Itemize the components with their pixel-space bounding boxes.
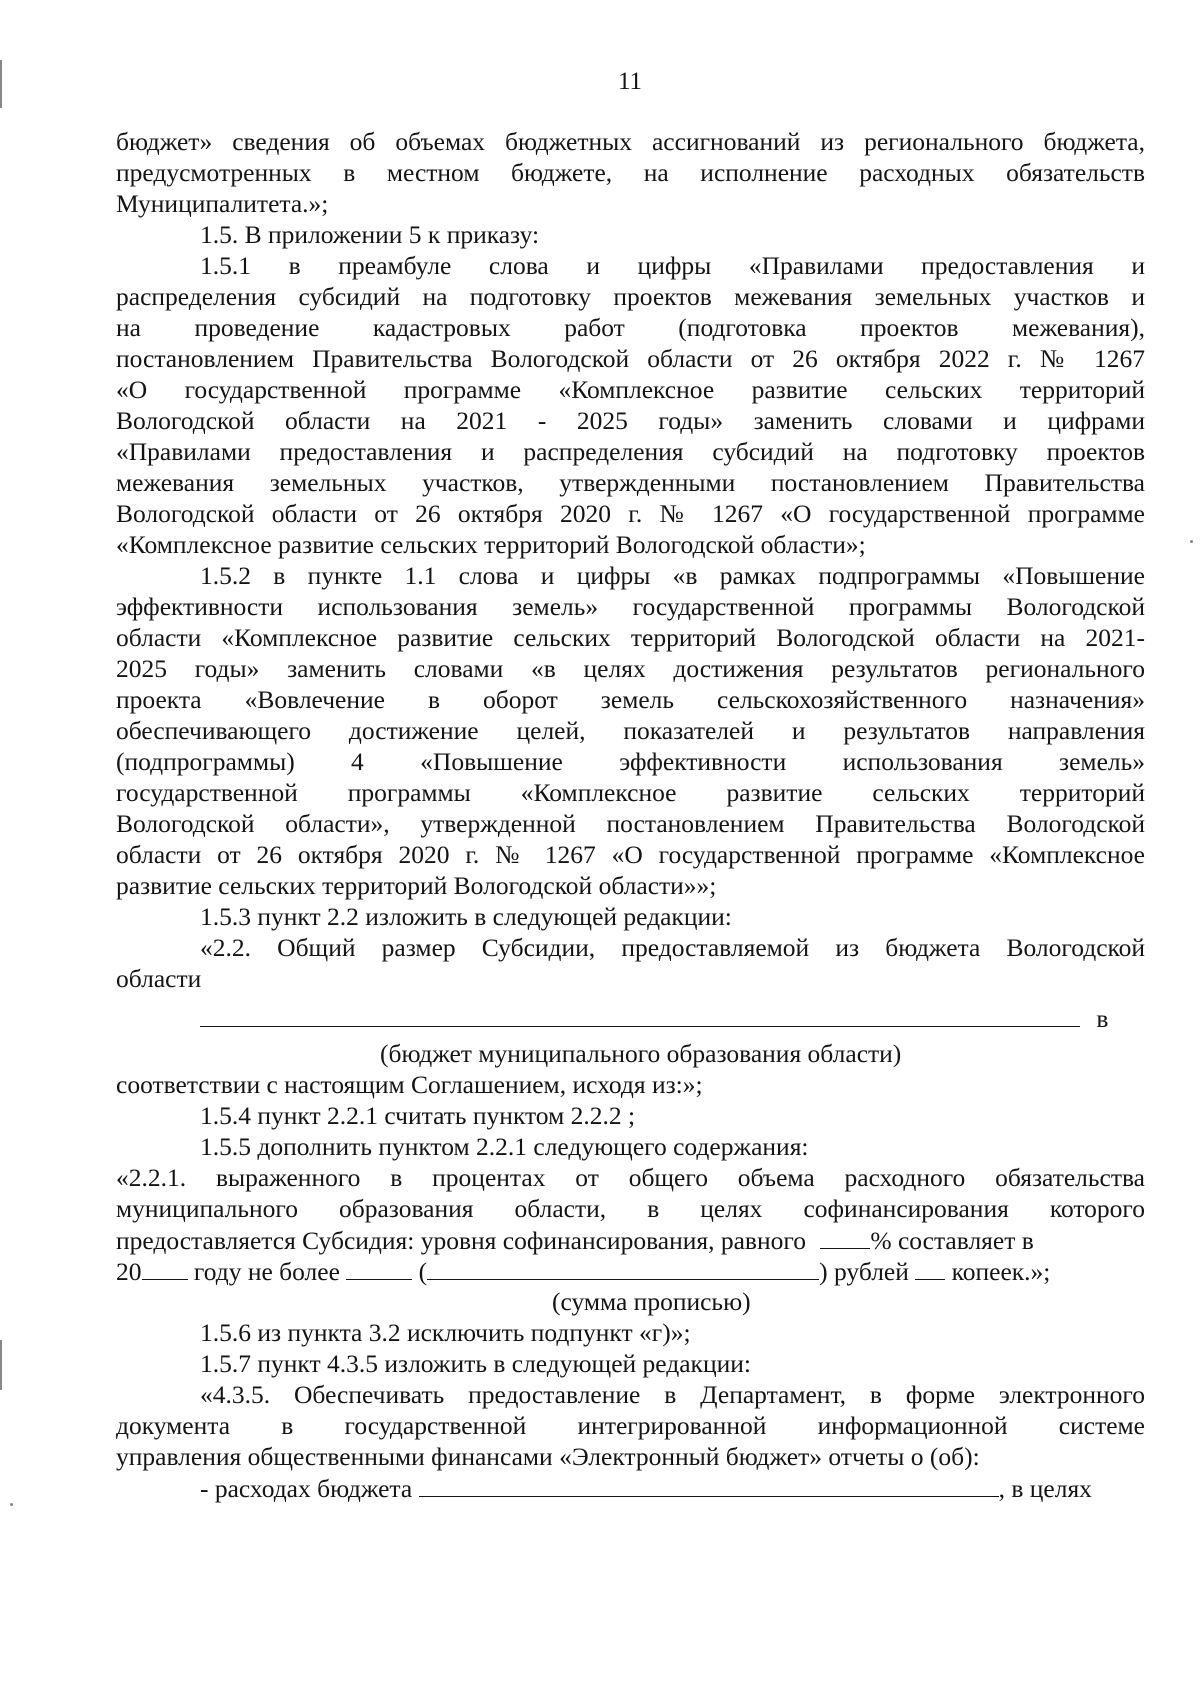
text-fragment: 20 — [116, 1257, 142, 1286]
text-line: Вологодской области», утвержденной постановлением Правительства Вологодской — [116, 809, 1145, 838]
text-line: 2025 годы» заменить словами «в целях достижения результатов регионального — [116, 654, 1145, 683]
text-line: Муниципалитета.»; — [116, 189, 329, 218]
text-line: Вологодской области на 2021 - 2025 годы» заменить словами и цифрами — [116, 406, 1145, 435]
text-line: 1.5.1 в преамбуле слова и цифры «Правилами предоставления и — [200, 251, 1145, 280]
text-line: 1.5.6 из пункта 3.2 исключить подпункт «г)»; — [200, 1318, 691, 1347]
blank-year — [142, 1255, 188, 1280]
scan-speck — [1190, 540, 1193, 543]
text-fragment: , в целях — [998, 1474, 1092, 1503]
fill-in-line — [200, 1002, 1145, 1033]
text-line: 1.5.7 пункт 4.3.5 изложить в следующей редакции: — [200, 1349, 751, 1378]
text-line: области — [116, 964, 202, 993]
text-line: муниципального образования области, в целях софинансирования которого — [116, 1194, 1145, 1223]
text-line: эффективности использования земель» государственной программы Вологодской — [116, 592, 1145, 621]
page-number: 11 — [617, 68, 643, 95]
blank-amount — [346, 1255, 412, 1280]
text-line: Вологодской области от 26 октября 2020 г. № 1267 «О государственной программе — [116, 499, 1145, 528]
text-line: бюджет» сведения об объемах бюджетных ассигнований из регионального бюджета, — [116, 127, 1145, 156]
text-line: «2.2.1. выраженного в процентах от общего объема расходного обязательства — [116, 1163, 1145, 1192]
scan-speck — [10, 1503, 13, 1506]
text-fragment: ) рублей — [819, 1257, 909, 1286]
text-line: «Правилами предоставления и распределения субсидий на подготовку проектов — [116, 437, 1145, 466]
text-line: соответствии с настоящим Соглашением, исходя из:»; — [116, 1070, 703, 1099]
text-line: распределения субсидий на подготовку проектов межевания земельных участков и — [116, 282, 1145, 311]
text-line: (подпрограммы) 4 «Повышение эффективности использования земель» — [116, 747, 1145, 776]
blank-kopecks — [915, 1255, 945, 1280]
text-fragment: году не более — [193, 1257, 340, 1286]
text-line: «2.2. Общий размер Субсидии, предоставляемой из бюджета Вологодской — [200, 933, 1145, 962]
text-line: области от 26 октября 2020 г. № 1267 «О государственной программе «Комплексное — [116, 840, 1145, 869]
text-line: 1.5.3 пункт 2.2 изложить в следующей редакции: — [200, 902, 732, 931]
blank-percent — [820, 1224, 870, 1249]
blank-amount-words — [427, 1255, 819, 1280]
text-line: на проведение кадастровых работ (подготовка проектов межевания), — [116, 313, 1145, 342]
text-line: «Комплексное развитие сельских территорий Вологодской области»; — [116, 530, 866, 559]
text-line: государственной программы «Комплексное развитие сельских территорий — [116, 778, 1145, 807]
text-fragment: - расходах бюджета — [200, 1474, 413, 1503]
text-fragment: в — [1096, 1004, 1109, 1033]
scan-edge-mark — [0, 60, 2, 108]
text-line: обеспечивающего достижение целей, показателей и результатов направления — [116, 716, 1145, 745]
text-line: постановлением Правительства Вологодской области от 26 октября 2022 г. № 1267 — [116, 344, 1145, 373]
text-fragment: % составляет в — [870, 1226, 1034, 1255]
text-line — [200, 1472, 1145, 1503]
blank-budget-name — [200, 1002, 1080, 1027]
text-line: предусмотренных в местном бюджете, на исполнение расходных обязательств — [116, 158, 1145, 187]
text-line: 1.5.4 пункт 2.2.1 считать пунктом 2.2.2 ; — [200, 1101, 636, 1130]
text-line: управления общественными финансами «Электронный бюджет» отчеты о (об): — [116, 1442, 980, 1471]
text-line: межевания земельных участков, утвержденными постановлением Правительства — [116, 468, 1145, 497]
text-line — [116, 1255, 1145, 1286]
text-line: области «Комплексное развитие сельских территорий Вологодской области на 2021- — [116, 623, 1145, 652]
caption-line: (сумма прописью) — [552, 1287, 751, 1316]
scan-edge-mark — [0, 1340, 2, 1390]
caption-line: (бюджет муниципального образования области) — [380, 1039, 902, 1068]
text-line: 1.5.5 дополнить пунктом 2.2.1 следующего содержания: — [200, 1132, 809, 1161]
text-fragment: ( — [418, 1257, 428, 1286]
text-line: «О государственной программе «Комплексное развитие сельских территорий — [116, 375, 1145, 404]
text-fragment: предоставляется Субсидия: уровня софинансирования, равного — [116, 1226, 806, 1255]
text-line: проекта «Вовлечение в оборот земель сельскохозяйственного назначения» — [116, 685, 1145, 714]
text-line: документа в государственной интегрированной информационной системе — [116, 1411, 1145, 1440]
text-line: развитие сельских территорий Вологодской области»»; — [116, 871, 717, 900]
blank-budget — [419, 1472, 999, 1497]
text-line: 1.5.2 в пункте 1.1 слова и цифры «в рамках подпрограммы «Повышение — [200, 561, 1145, 590]
text-line: 1.5. В приложении 5 к приказу: — [200, 220, 540, 249]
text-line: «4.3.5. Обеспечивать предоставление в Департамент, в форме электронного — [200, 1380, 1145, 1409]
text-line — [116, 1224, 1145, 1255]
text-fragment: копеек.»; — [951, 1257, 1051, 1286]
